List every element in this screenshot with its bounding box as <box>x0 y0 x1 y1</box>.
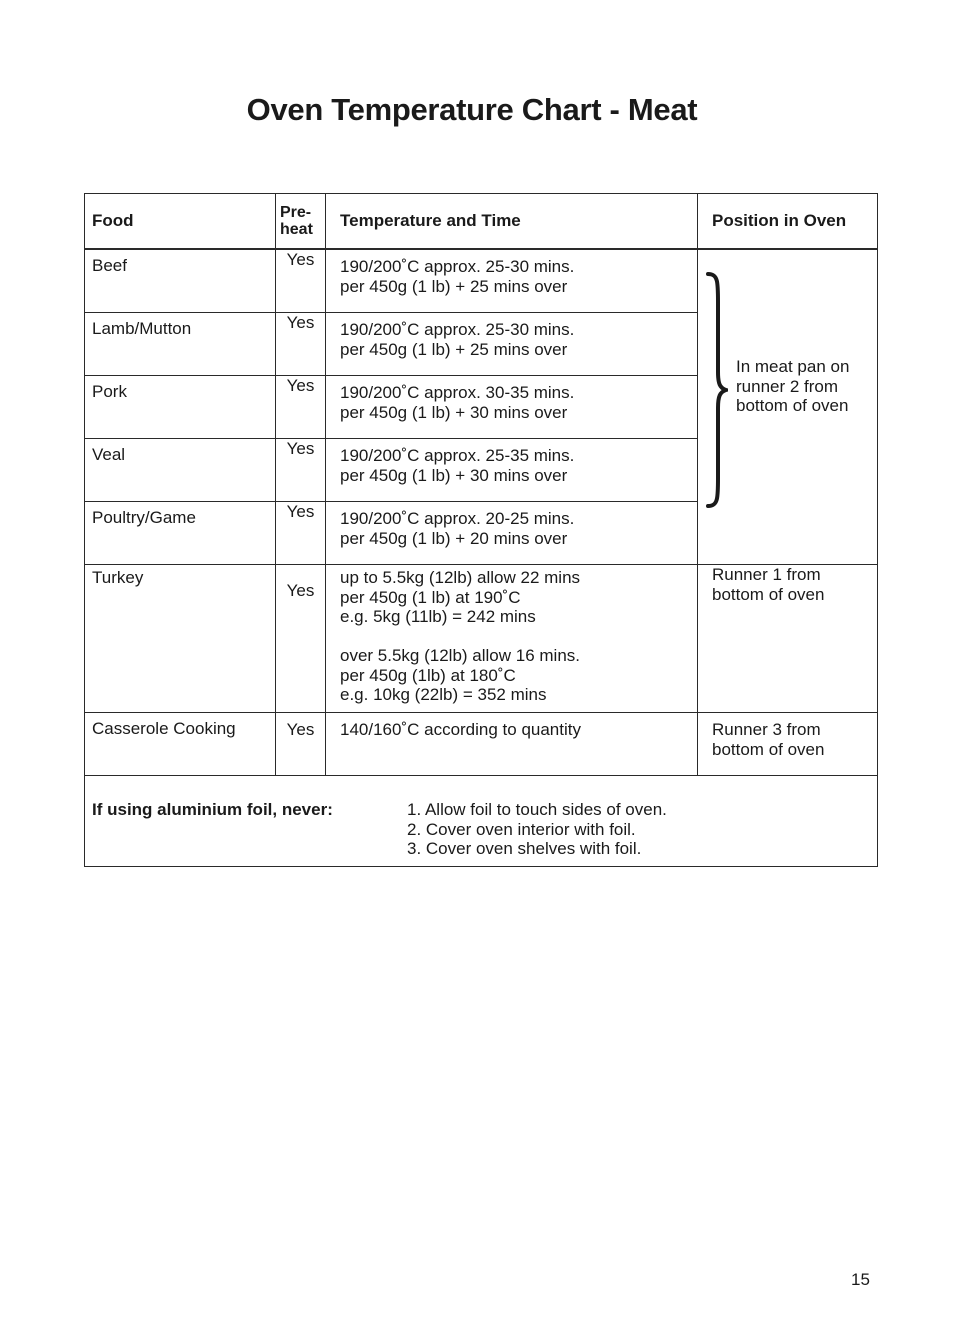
position-cell: Runner 3 from bottom of oven <box>698 713 878 776</box>
temperature-cell: 190/200˚C approx. 25-30 mins. per 450g (1 lb) + 25 mins over <box>326 249 698 313</box>
food-cell: Lamb/Mutton <box>85 313 276 376</box>
table-header-row <box>85 194 878 250</box>
foil-warning-cell <box>85 776 878 867</box>
foil-warning-row <box>85 776 878 867</box>
food-cell: Casserole Cooking <box>85 713 276 776</box>
preheat-cell: Yes <box>276 439 326 502</box>
temperature-cell: 190/200˚C approx. 25-30 mins. per 450g (1 lb) + 25 mins over <box>326 313 698 376</box>
position-cell: Runner 1 from bottom of oven <box>698 565 878 713</box>
food-cell: Beef <box>85 249 276 313</box>
preheat-cell: Yes <box>276 376 326 439</box>
header-food: Food <box>85 194 276 250</box>
group-position-cell <box>698 249 878 565</box>
temperature-cell: 140/160˚C according to quantity <box>326 713 698 776</box>
page-number: 15 <box>851 1270 870 1289</box>
preheat-cell: Yes <box>276 565 326 713</box>
food-cell: Pork <box>85 376 276 439</box>
food-cell: Poultry/Game <box>85 502 276 565</box>
header-preheat: Pre- heat <box>276 194 326 250</box>
foil-warning-label: If using aluminium foil, never: <box>92 800 333 819</box>
temperature-cell: 190/200˚C approx. 20-25 mins. per 450g (1 lb) + 20 mins over <box>326 502 698 565</box>
table-row <box>85 249 878 313</box>
preheat-cell: Yes <box>276 713 326 776</box>
oven-temperature-table <box>84 193 878 867</box>
preheat-cell: Yes <box>276 313 326 376</box>
temperature-cell: 190/200˚C approx. 25-35 mins. per 450g (1 lb) + 30 mins over <box>326 439 698 502</box>
table-row <box>85 713 878 776</box>
list-item: 2. Cover oven interior with foil. <box>407 819 636 839</box>
header-position: Position in Oven <box>698 194 878 250</box>
list-item: 3. Cover oven shelves with foil. <box>407 839 642 858</box>
foil-warning-list <box>407 800 667 859</box>
preheat-cell: Yes <box>276 502 326 565</box>
header-temperature: Temperature and Time <box>326 194 698 250</box>
page-title: Oven Temperature Chart - Meat <box>246 92 698 127</box>
temperature-cell: 190/200˚C approx. 30-35 mins. per 450g (1 lb) + 30 mins over <box>326 376 698 439</box>
preheat-cell: Yes <box>276 249 326 313</box>
group-position-text: In meat pan on runner 2 from bottom of oven <box>736 357 850 415</box>
list-item: 1. Allow foil to touch sides of oven. <box>407 800 667 819</box>
curly-brace-icon <box>706 272 728 508</box>
temperature-cell: up to 5.5kg (12lb) allow 22 mins per 450g (1 lb) at 190˚C e.g. 5kg (11lb) = 242 mins over 5.5kg (12lb) allow 16 mins. per 450g (1lb) at 180˚C e.g. 10kg (22lb) = 352 mins <box>326 565 698 713</box>
table-row <box>85 565 878 713</box>
food-cell: Veal <box>85 439 276 502</box>
food-cell: Turkey <box>85 565 276 713</box>
